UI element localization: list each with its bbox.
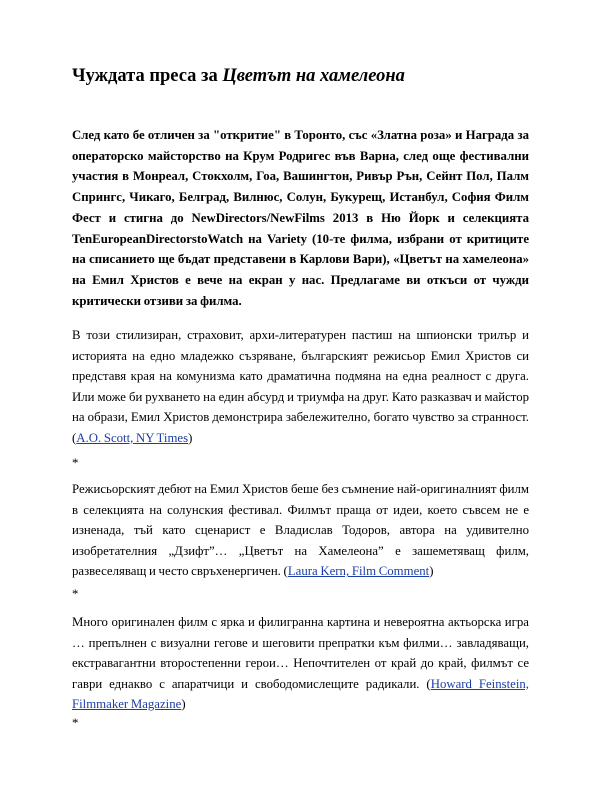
review-text [72,325,529,449]
review-text [72,612,529,715]
title-prefix: Чуждата преса за [72,66,223,86]
review-body: В този стилизиран, страховит, архи-литературен пастиш на шпионски трилър и историята на едно младежко съзряване, българският режисьор Емил Христов си представя края на комунизма като драматична подмяна на една реалност с друга. Или може би рухването на един абсурд и триумфа на друг. Като разказвач и майстор на образи, Емил Христов демонстрира забележително, богато чувство за странност. ( [72,328,529,445]
review-close-paren: ) [429,564,434,579]
review-body: Режисьорският дебют на Емил Христов беше без съмнение най-оригиналният филм в селекцията на солунския фестивал. Филмът праща от идеи, което съвсем не е изненада, тъй като сценарист е Владислав Тодоров, автора на удивително изобретателния „Дзифт”… „Цветът на Хамелеона” е зашеметяващ филм, развеселяващ и често свръхенергичен. ( [72,482,529,579]
separator-asterisk: * [72,587,79,601]
review-source-link[interactable]: Laura Kern, Film Comment [287,564,430,579]
title-film-name: Цветът на хамелеона [222,66,405,86]
review-3 [72,612,529,715]
review-source-link[interactable]: Howard Feinstein, Filmmaker Magazine [72,676,529,712]
separator-asterisk: * [72,456,79,470]
review-close-paren: ) [181,697,186,712]
review-text [72,479,529,582]
review-body: Много оригинален филм с ярка и филигранна картина и невероятна актьорска игра … препълнен с визуални гегове и шеговити препратки към филми… завладяващи, екстравагантни второстепенни герои… Непочтителен от край до край, филмът се гаври еднакво с апаратчици и свободомислещите радикали. ( [72,615,529,691]
review-1 [72,325,529,449]
lead-paragraph: След като бе отличен за "откритие" в Торонто, със «Златна роза» и Награда за операторско майсторство на Крум Родригес във Варна, след още фестивални участия в Монреал, Стокхолм, Гоа, Вашингтон, Ривър Рън, Сейнт Пол, Палм Спрингс, Чикаго, Белград, Вилнюс, Солун, Букурещ, Истанбул, София Филм Фест и стигна до NewDirectors/NewFilms 2013 в Ню Йорк и селекцията TenEuropeanDirectorstoWatch на Variety (10-те филма, избрани от критиците на списанието ще бъдат представени в Карлови Вари), «Цветът на хамелеона» на Емил Христов е вече на екран у нас. Предлагаме ви откъси от чужди критически отзиви за филма. [72,128,529,308]
review-2 [72,479,529,582]
document-page [72,0,529,800]
review-close-paren: ) [188,430,193,445]
separator-asterisk: * [72,716,79,730]
page-title [72,64,405,88]
review-source-link[interactable]: A.O. Scott, NY Times [76,430,189,445]
